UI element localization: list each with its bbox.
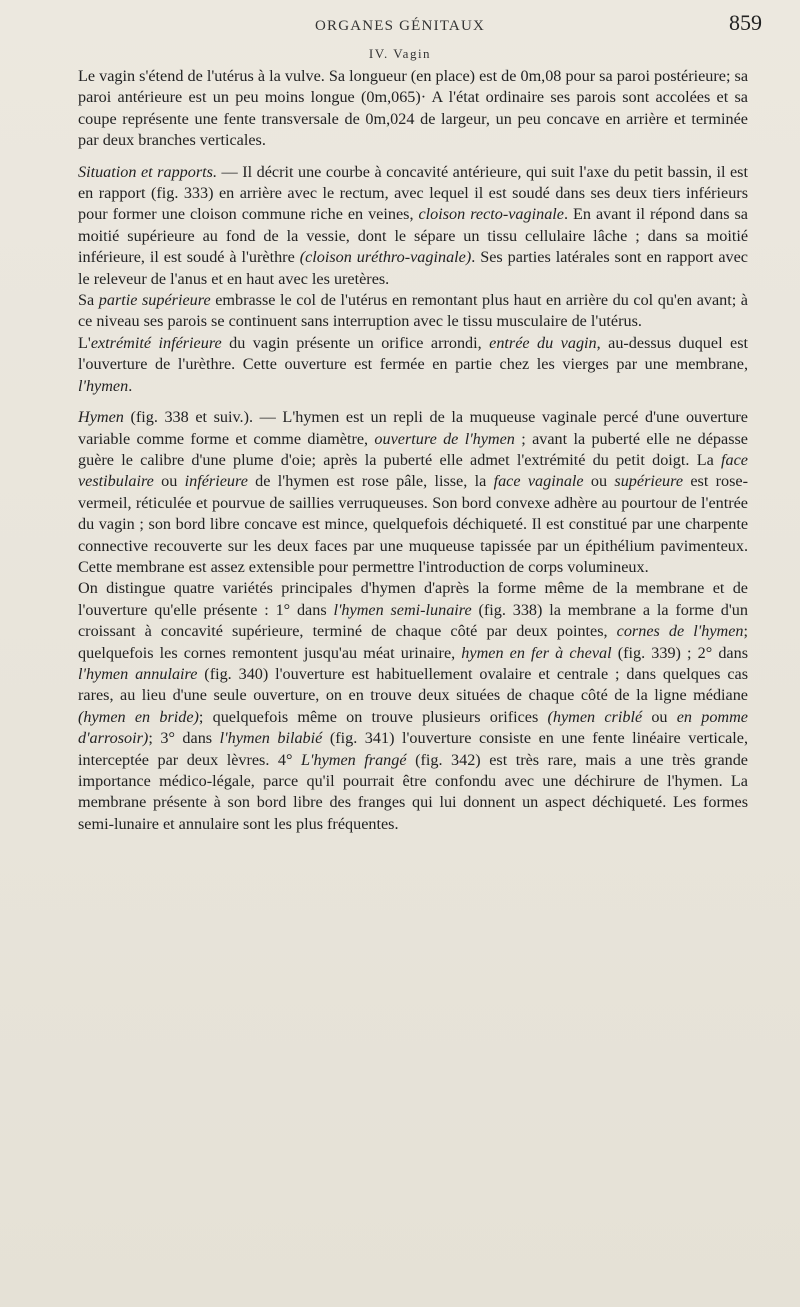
page-number: 859 — [729, 10, 762, 35]
var-text-9: (fig. 341) l'ouverture consiste en une fente linéaire verticale, interceptée par deux lèvres. 4° — [78, 729, 748, 769]
hymen-text-5: ou — [583, 472, 615, 491]
term-inferieure: inférieure — [184, 472, 248, 491]
var-text-6: ; quelquefois même on trouve plusieurs orifices — [198, 707, 548, 726]
var-text-5: (fig. 340) l'ouverture est habituellement ovalaire et centrale ; dans quelques cas rares, au lieu d'une seule ouverture, on en trouve deux situées de chaque côté de la ligne médiane — [78, 664, 748, 705]
inf-text-3: . — [128, 376, 133, 395]
term-annulaire: l'hymen annulaire — [78, 664, 198, 683]
hymen-text-6: est rose-vermeil, réticulée et pourvue de saillies verruqueuses. Son bord convexe adhère au pourtour de l'entrée du vagin ; son bord libre concave est mince, quelquefois déchiqueté. Il est constitué par une charpente connective recouverte sur les deux faces par une muqueuse tapissée par un épithélium pavimenteux. Cette membrane est assez extensible pour permettre l'introduction de corps volumineux. — [78, 472, 749, 576]
var-text-7: ou — [642, 707, 677, 726]
term-bilabie: l'hymen bilabié — [219, 729, 323, 748]
intro-text: Le vagin s'étend de l'utérus à la vulve. Sa longueur (en place) est de 0m,08 pour sa paroi postérieure; sa paroi antérieure est un peu moins longue (0m,065)· A l'état ordinaire ses parois sont accolées et sa coupe représente une fente transversale de 0m,024 de largeur, un peu concave en arrière et terminée par deux branches verticales. — [78, 67, 748, 150]
sup-text: embrasse le col de l'utérus en remontant plus haut en arrière du col qu'en avant; à ce niveau ses parois se continuent sans interruption avec le tissu musculaire de l'utérus. — [78, 291, 748, 331]
term-extremite-inferieure: extrémité inférieure — [90, 333, 222, 352]
term-partie-superieure: partie supérieure — [98, 291, 211, 310]
running-title: ORGANES GÉNITAUX — [314, 18, 486, 34]
inf-pre: L' — [78, 333, 91, 352]
situation-text: — Il décrit une courbe à concavité antérieure, qui suit l'axe du petit bassin, il est en rapport (fig. 333) en arrière avec le rectum, avec lequel il est soudé dans ses deux tiers inférieurs pour former une cloison commune riche en veines, — [78, 162, 748, 224]
term-cornes: cornes de l'hymen — [616, 622, 744, 641]
term-frange: L'hymen frangé — [301, 750, 407, 769]
term-cloison-uretro-vaginale: (cloison uréthro-vaginale) — [299, 248, 472, 267]
term-face-vestibulaire: face vestibulaire — [78, 450, 748, 491]
hymen-text-3: ou — [153, 472, 185, 491]
term-semi-lunaire: l'hymen semi-lunaire — [333, 600, 472, 619]
var-text-10: (fig. 342) est très rare, mais a une très grande importance médico-légale, parce qu'il pourrait être confondu avec une déchirure de l'hymen. La membrane présente à son bord libre des franges qui lui donnent un aspect déchiqueté. Les formes semi-lunaire et annulaire sont les plus fréquentes. — [78, 750, 748, 833]
situation-label: Situation et rapports. — [78, 162, 217, 181]
var-text: On distingue quatre variétés principales d'hymen d'après la forme même de la membrane et de l'ouverture qu'elle présente : 1° dans — [78, 579, 748, 619]
var-text-8: ; 3° dans — [148, 729, 220, 748]
term-entree-du-vagin: entrée du vagin — [489, 333, 597, 352]
hymen-text: (fig. 338 et suiv.). — L'hymen est un repli de la muqueuse vaginale percé d'une ouverture variable comme forme et comme diamètre, — [78, 408, 748, 448]
body-text — [78, 66, 748, 845]
hymen-title: Hymen — [78, 408, 124, 427]
paragraph-varietes — [78, 578, 748, 835]
term-hymen: l'hymen — [78, 376, 129, 395]
paragraph-situation — [78, 162, 748, 290]
hymen-text-2: ; avant la puberté elle ne dépasse guère le calibre d'une plume d'oie; après la puberté elle admet l'extrémité du petit doigt. La — [78, 429, 748, 469]
paragraph-partie-superieure — [78, 290, 748, 333]
term-superieure: supérieure — [614, 472, 684, 491]
term-face-vaginale: face vaginale — [493, 472, 584, 491]
term-pomme: en pomme d'arrosoir) — [78, 707, 748, 748]
paragraph-intro — [78, 66, 748, 152]
situation-text-2: . En avant il répond dans sa moitié supérieure au fond de la vessie, dont le sépare un tissu cellulaire lâche ; dans sa moitié inférieure, il est soudé à l'urèthre — [78, 205, 748, 267]
paragraph-hymen — [78, 407, 748, 578]
var-text-3: ; quelquefois les cornes remontent jusqu'au méat urinaire, — [78, 622, 748, 662]
term-fer-a-cheval: hymen en fer à cheval — [461, 643, 612, 662]
inf-text: du vagin présente un orifice arrondi, — [221, 333, 490, 352]
page-header — [0, 8, 800, 38]
var-text-2: (fig. 338) la membrane a la forme d'un croissant à concavité supérieure, terminé de chaque côté par deux pointes, — [78, 600, 748, 641]
hymen-text-4: de l'hymen est rose pâle, lisse, la — [247, 472, 494, 491]
sup-pre: Sa — [78, 291, 99, 310]
term-crible: (hymen criblé — [547, 707, 643, 726]
section-heading: IV. Vagin — [368, 46, 432, 61]
var-text-4: (fig. 339) ; 2° dans — [611, 643, 749, 662]
term-bride: (hymen en bride) — [78, 707, 199, 726]
inf-text-2: , au-dessus duquel est l'ouverture de l'urèthre. Cette ouverture est fermée en partie chez les vierges par une membrane, — [78, 333, 749, 374]
situation-text-3: . Ses parties latérales sont en rapport avec le releveur de l'anus et en haut avec les uretères. — [78, 248, 748, 288]
term-cloison-recto-vaginale: cloison recto-vaginale — [418, 205, 564, 224]
term-ouverture-hymen: ouverture de l'hymen — [374, 429, 515, 448]
paragraph-extremite-inferieure — [78, 333, 748, 397]
